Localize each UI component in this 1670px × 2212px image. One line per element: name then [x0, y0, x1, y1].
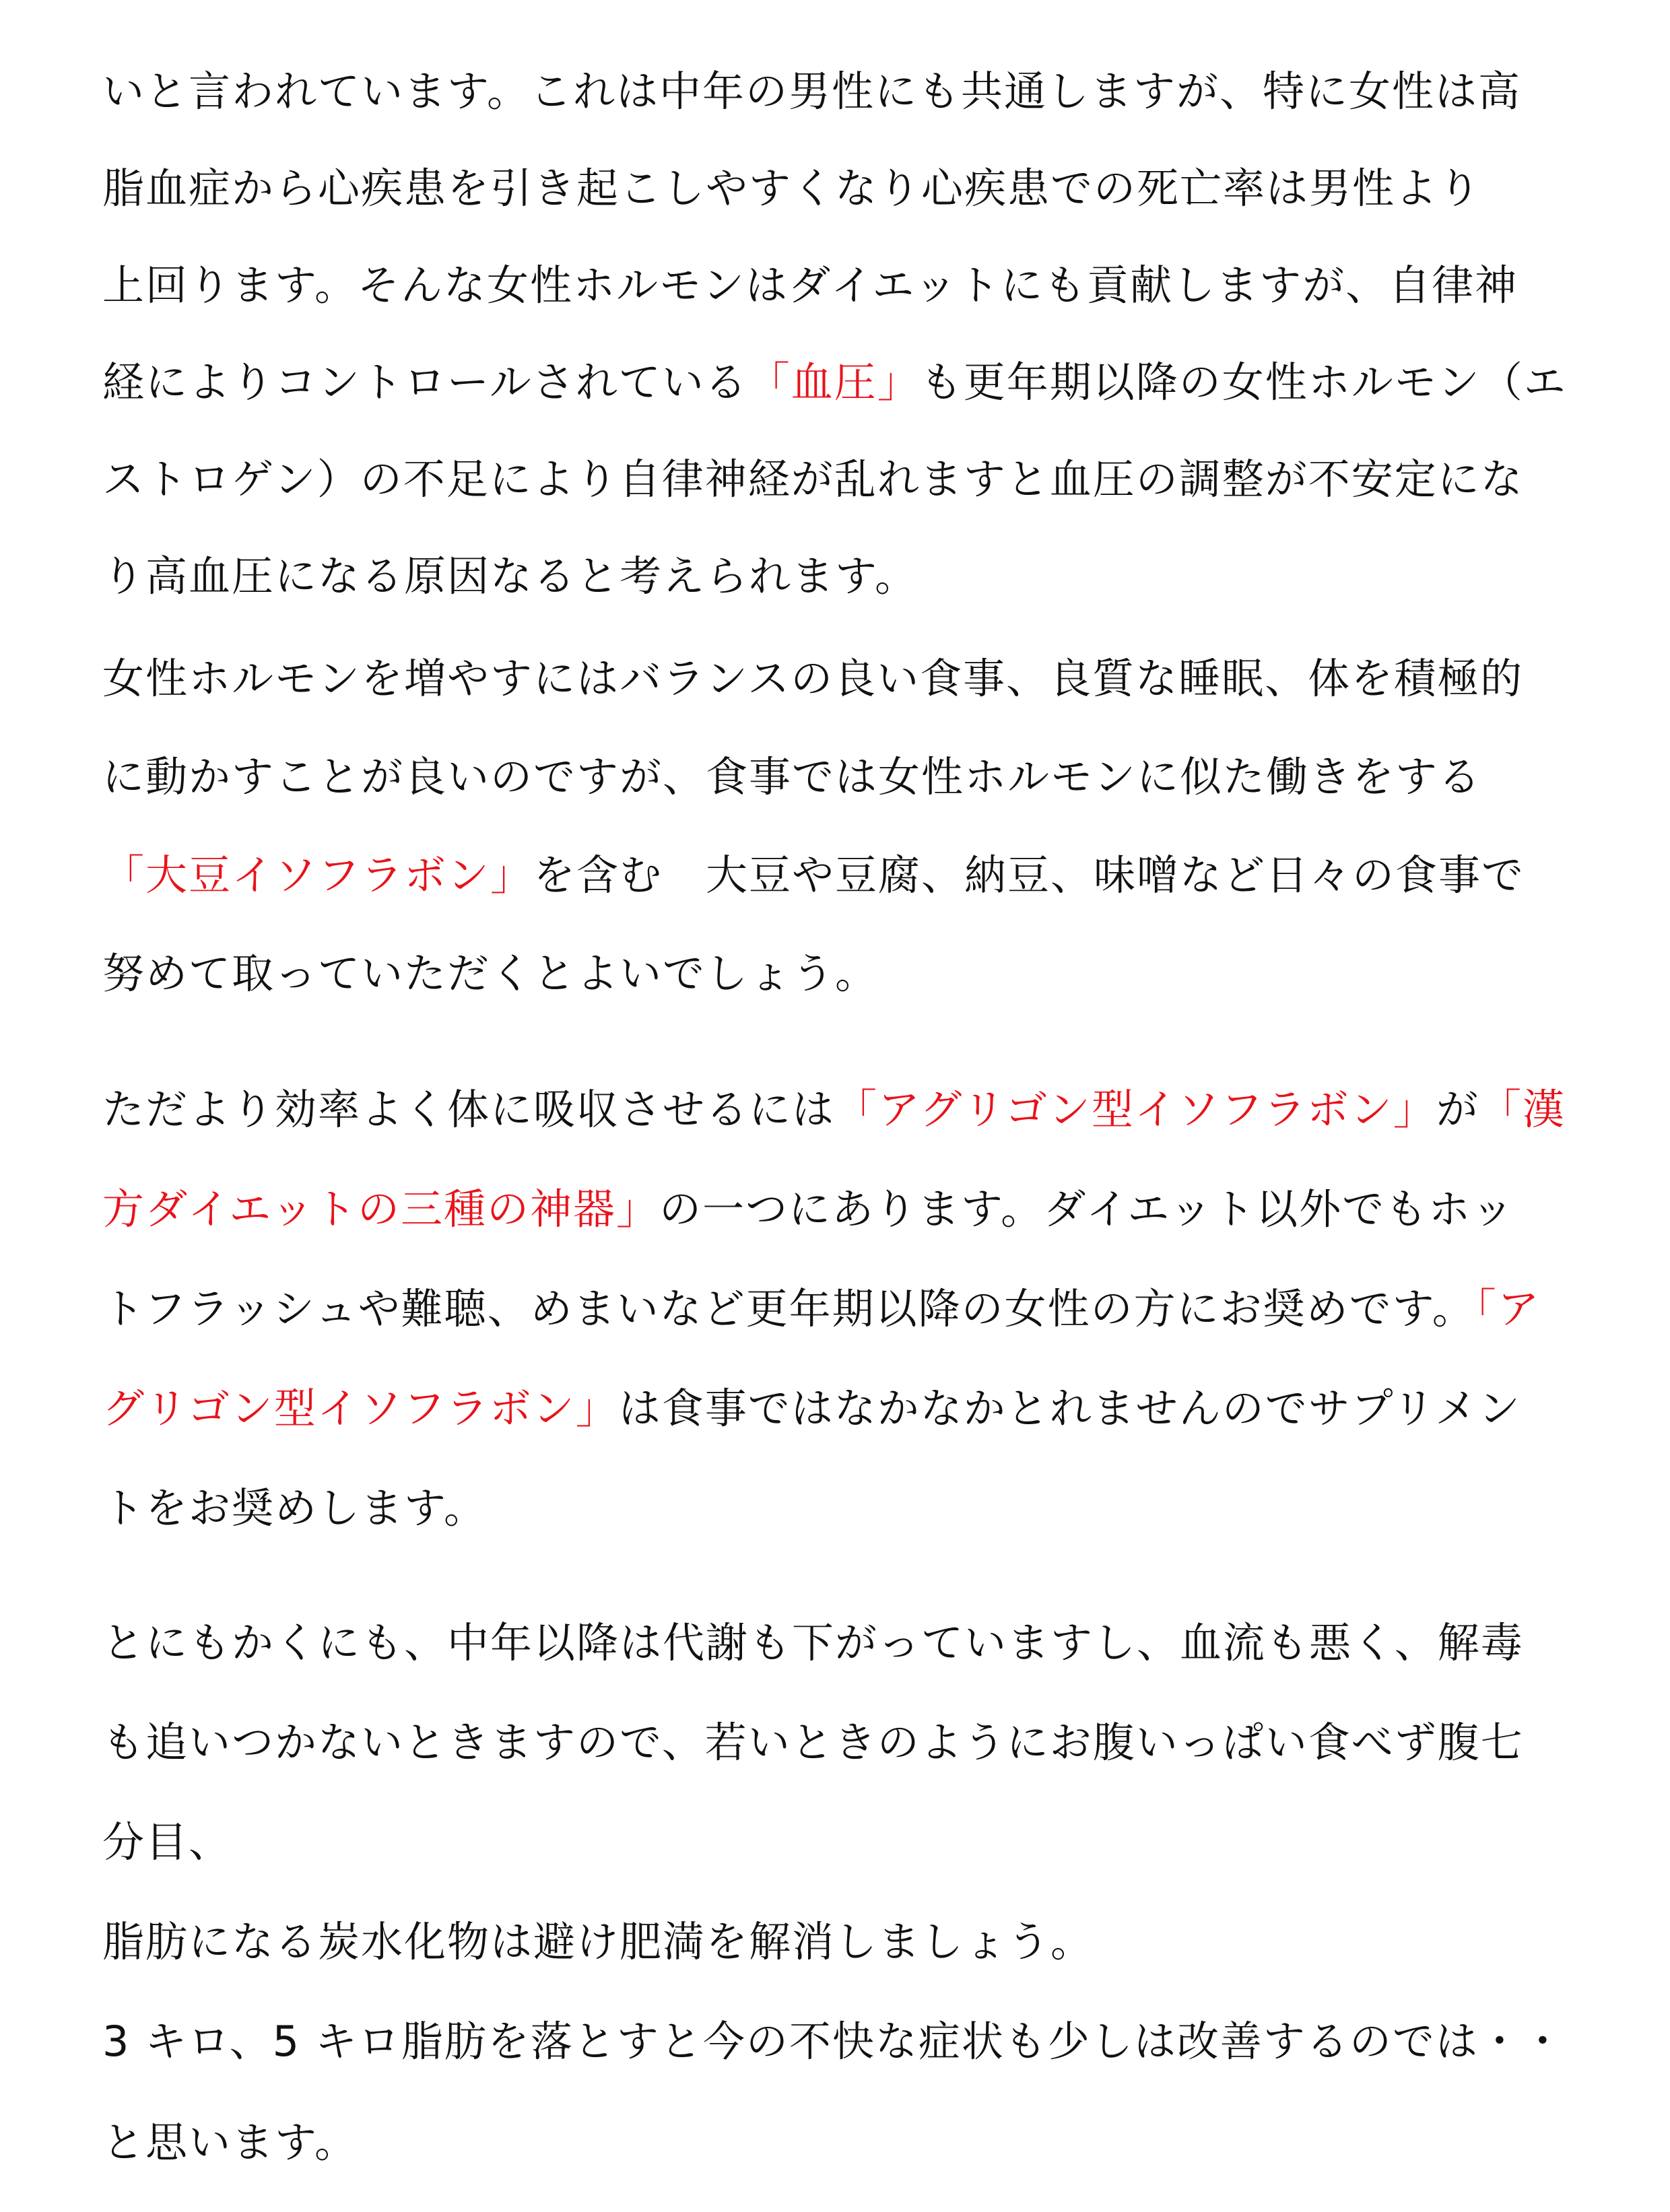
- highlight-term: 方ダイエットの三種の神器」: [102, 1184, 660, 1234]
- text-line: [102, 253, 1568, 318]
- line-text: トをお奨めします。: [102, 1483, 488, 1533]
- line-text: 脂肪になる炭水化物は避け肥満を解消しましょう。: [102, 1917, 1094, 1966]
- line-text: り高血圧になる原因なると考えられます。: [102, 551, 918, 601]
- line-text: 3 キロ、5 キロ脂肪を落とすと今の不快な症状も少しは改善するのでは・・: [102, 2017, 1565, 2066]
- text-line: [102, 941, 1568, 1006]
- text-line: [102, 1810, 1568, 1875]
- line-text: を含む 大豆や豆腐、納豆、味噌など日々の食事で: [533, 850, 1525, 900]
- text-line: [102, 1910, 1568, 1974]
- text-line: [102, 843, 1568, 908]
- text-line: [102, 59, 1568, 124]
- line-text: ストロゲン）の不足により自律神経が乱れますと血圧の調整が不安定にな: [102, 455, 1524, 504]
- line-text: 上回ります。そんな女性ホルモンはダイエットにも貢献しますが、自律神: [102, 261, 1518, 310]
- line-text: 経によりコントロールされている: [102, 358, 748, 407]
- text-line: [102, 1177, 1568, 1242]
- text-line: [102, 447, 1568, 512]
- text-line: [102, 1077, 1568, 1142]
- text-line: [102, 1277, 1568, 1341]
- text-line: [102, 350, 1568, 415]
- line-text: いと言われています。これは中年の男性にも共通しますが、特に女性は高: [102, 67, 1522, 116]
- text-line: [102, 646, 1568, 711]
- line-text: と思います。: [102, 2118, 358, 2167]
- line-text: トフラッシュや難聴、めまいなど更年期以降の女性の方にお奨めです。: [102, 1284, 1475, 1333]
- text-line: [102, 745, 1568, 809]
- line-text: 分目、: [102, 1817, 232, 1867]
- line-text: も追いつかないときますので、若いときのようにお腹いっぱい食べず腹七: [102, 1718, 1524, 1767]
- line-text: とにもかくにも、中年以降は代謝も下がっていますし、血流も悪く、解毒: [102, 1618, 1524, 1667]
- highlight-term: 「漢: [1479, 1085, 1566, 1134]
- text-line: [102, 1710, 1568, 1775]
- highlight-term: 「血圧」: [747, 358, 921, 407]
- line-text: の一つにあります。ダイエット以外でもホッ: [659, 1184, 1515, 1234]
- text-line: [102, 544, 1568, 609]
- text-line: [102, 1611, 1568, 1675]
- highlight-term: 「アグリゴン型イソフラボン」: [835, 1085, 1436, 1134]
- text-line: [102, 1376, 1568, 1441]
- line-text: ただより効率よく体に吸収させるには: [102, 1085, 836, 1134]
- line-text: に動かすことが良いのですが、食事では女性ホルモンに似た働きをする: [102, 752, 1482, 801]
- highlight-term: 「ア: [1475, 1284, 1541, 1333]
- line-text: が: [1436, 1085, 1479, 1134]
- line-text: 脂血症から心疾患を引き起こしやすくなり心疾患での死亡率は男性より: [102, 164, 1482, 213]
- line-text: 努めて取っていただくとよいでしょう。: [102, 949, 879, 998]
- text-line: [102, 1476, 1568, 1541]
- highlight-term: グリゴン型イソフラボン」: [102, 1384, 619, 1433]
- text-line: [102, 156, 1568, 221]
- highlight-term: 「大豆イソフラボン」: [102, 850, 534, 900]
- text-line: [102, 2110, 1568, 2175]
- text-line: [102, 2009, 1568, 2074]
- line-text: は食事ではなかなかとれませんのでサプリメン: [618, 1384, 1522, 1433]
- line-text: も更年期以降の女性ホルモン（エ: [920, 358, 1567, 407]
- line-text: 女性ホルモンを増やすにはバランスの良い食事、良質な睡眠、体を積極的: [102, 654, 1524, 703]
